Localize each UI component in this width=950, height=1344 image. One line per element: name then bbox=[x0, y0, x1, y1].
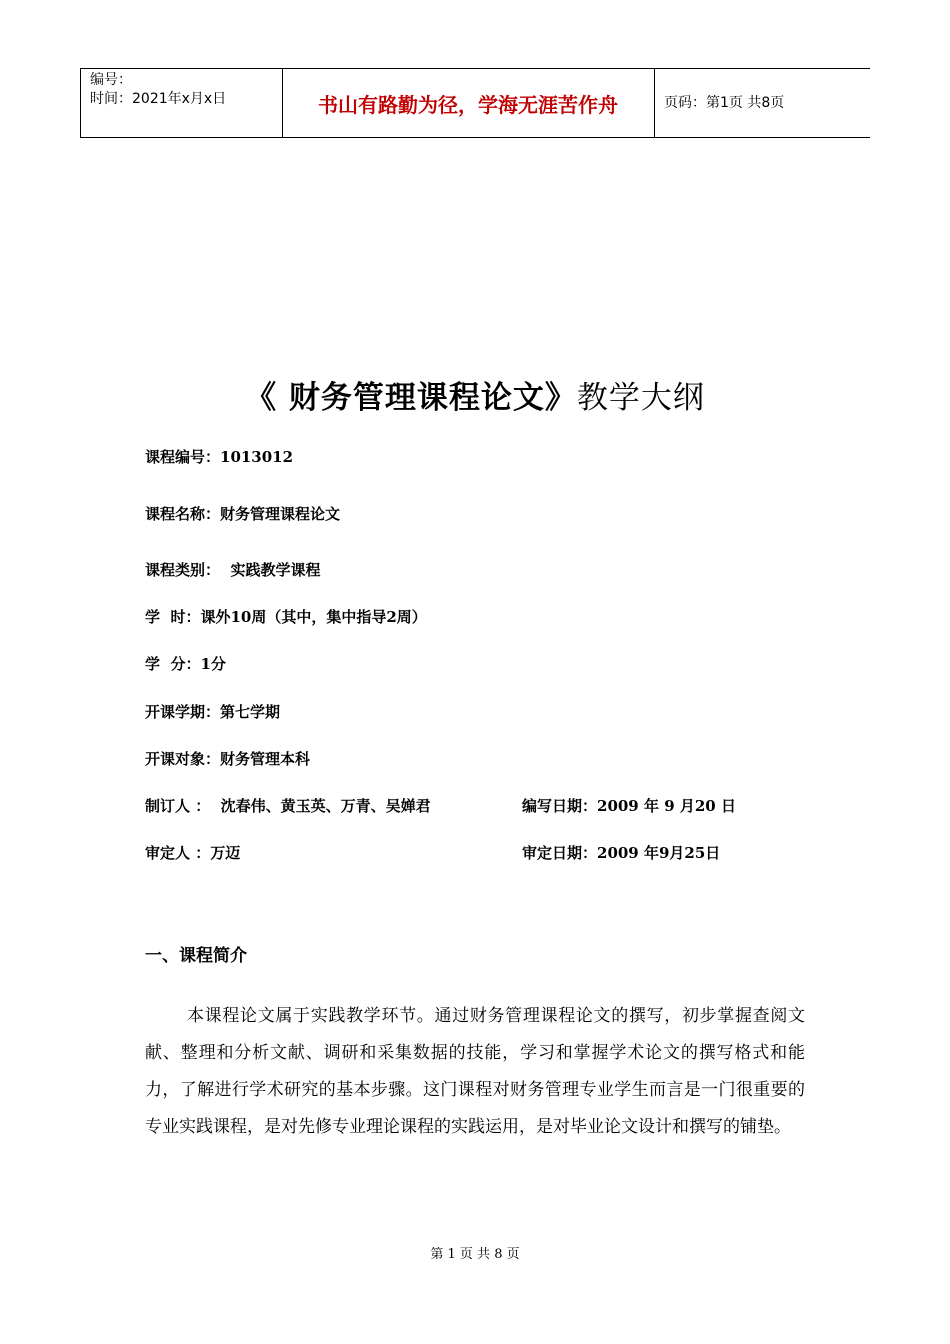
page-header-table bbox=[80, 68, 870, 138]
header-motto: 书山有路勤为径，学海无涯苦作舟 bbox=[318, 93, 618, 117]
header-left-cell bbox=[80, 69, 283, 137]
credits-field: 学 分：1分 bbox=[145, 655, 226, 673]
hours-field: 学 时：课外10周（其中，集中指导2周） bbox=[145, 608, 427, 626]
reviewer-field: 审定人 ：万迈 bbox=[145, 844, 241, 862]
course-name-field: 课程名称：财务管理课程论文 bbox=[145, 505, 341, 523]
course-code-field: 课程编号：1013012 bbox=[145, 448, 294, 466]
audience-field: 开课对象：财务管理本科 bbox=[145, 750, 311, 768]
document-number-label: 编号： bbox=[90, 72, 132, 88]
header-middle-cell bbox=[282, 69, 655, 137]
title-normal-part: 教学大纲 bbox=[576, 380, 705, 416]
authors-field: 制订人 ： 沈春伟、黄玉英、万青、吴婵君 bbox=[145, 797, 431, 815]
review-date-field: 审定日期：2009 年9月25日 bbox=[522, 844, 721, 862]
header-right-cell bbox=[655, 69, 870, 137]
semester-field: 开课学期：第七学期 bbox=[145, 703, 281, 721]
page-footer: 第 1 页 共 8 页 bbox=[430, 1247, 520, 1262]
header-page-info: 页码：第1页 共8页 bbox=[664, 95, 785, 111]
document-title bbox=[0, 375, 950, 421]
intro-paragraph: 本课程论文属于实践教学环节。通过财务管理课程论文的撰写，初步掌握查阅文献、整理和分析文献、调研和采集数据的技能，学习和掌握学术论文的撰写格式和能力，了解进行学术研究的基本步骤。这门课程对财务管理专业学生而言是一门很重要的专业实践课程，是对先修专业理论课程的实践运用，是对毕业论文设计和撰写的铺垫。 bbox=[145, 1006, 805, 1137]
document-time-label: 时间：2021年x月x日 bbox=[90, 91, 227, 107]
section-heading-intro: 一、课程简介 bbox=[145, 946, 247, 966]
title-bold-part: 《 财务管理课程论文》 bbox=[245, 380, 577, 416]
course-type-field: 课程类别： 实践教学课程 bbox=[145, 561, 321, 579]
written-date-field: 编写日期：2009 年 9 月20 日 bbox=[522, 797, 736, 815]
